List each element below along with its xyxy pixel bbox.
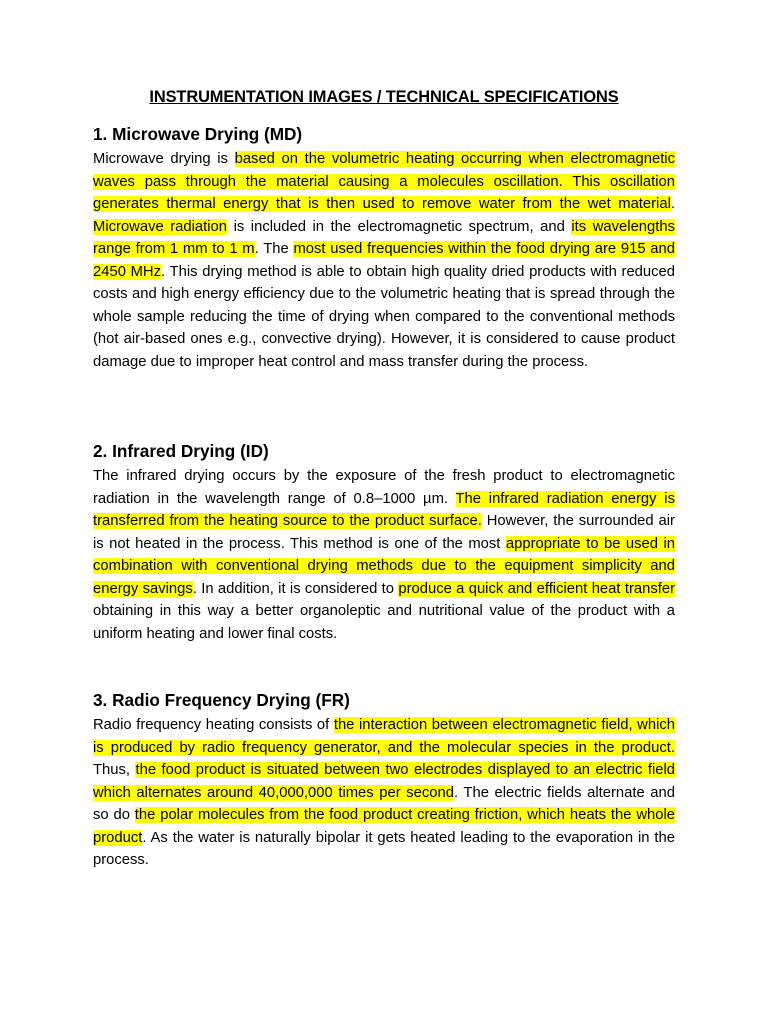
highlighted-text: the food product is situated between two electrodes displayed to an electric field which alternates around 40,000,000 times per second bbox=[93, 762, 675, 801]
highlighted-text: most used frequencies within the food drying are 915 and 2450 MHz bbox=[93, 241, 675, 280]
highlighted-text: appropriate to be used in combination with conventional drying methods due to the equipment simplicity and energy savings bbox=[93, 535, 675, 597]
highlighted-text: the polar molecules from the food product creating friction, which heats the whole product bbox=[93, 807, 675, 846]
text-run: . This drying method is able to obtain high quality dried products with reduced costs and high energy efficiency due to the volumetric heating that is spread through the whole sample reducing the time of drying when compared to the conventional methods (hot air-based ones e.g., convective drying). However, it is considered to cause product damage due to improper heat control and mass transfer during the process. bbox=[93, 263, 675, 370]
text-run: . bbox=[670, 196, 675, 212]
document-title: INSTRUMENTATION IMAGES / TECHNICAL SPECIFICATIONS bbox=[149, 88, 619, 106]
highlighted-text: based on the volumetric heating occurring when electromagnetic waves pass through the material causing a molecules oscillation. This oscillation generates thermal energy that is then used to remove water from the wet material bbox=[93, 151, 675, 212]
text-run: . As the water is naturally bipolar it gets heated leading to the evaporation in the process. bbox=[93, 829, 675, 868]
section-heading-infrared: 2. Infrared Drying (ID) bbox=[93, 441, 269, 461]
highlighted-text: the interaction between electromagnetic field, which is produced by radio frequency generator, and the molecular species in the product. bbox=[93, 717, 675, 756]
text-run: Radio frequency heating consists of bbox=[93, 717, 334, 733]
section-paragraph-infrared bbox=[93, 465, 675, 645]
highlighted-text: its wavelengths range from 1 mm to 1 m bbox=[93, 218, 675, 257]
text-run: Microwave drying is bbox=[93, 151, 235, 167]
text-run: . In addition, it is considered to bbox=[192, 580, 399, 597]
text-run: . The bbox=[254, 241, 294, 257]
text-run: The infrared drying occurs by the exposure of the fresh product to electromagnetic radiation in the wavelength range of 0.8–1000 µm. bbox=[93, 468, 675, 507]
section-paragraph-microwave bbox=[93, 148, 675, 373]
section-paragraph-radio-frequency bbox=[93, 714, 675, 872]
section-heading-radio-frequency: 3. Radio Frequency Drying (FR) bbox=[93, 690, 350, 710]
section-heading-microwave: 1. Microwave Drying (MD) bbox=[93, 124, 303, 144]
text-run: Thus, bbox=[93, 762, 136, 778]
text-run: . The electric fields alternate and so do bbox=[93, 784, 675, 823]
text-run: is included in the electromagnetic spectrum, and bbox=[227, 218, 572, 235]
highlighted-text: Microwave radiation bbox=[93, 218, 228, 235]
text-run: However, the surrounded air is not heated in the process. This method is one of the most bbox=[93, 513, 675, 552]
text-run: obtaining in this way a better organoleptic and nutritional value of the product with a uniform heating and lower final costs. bbox=[93, 603, 675, 642]
highlighted-text: The infrared radiation energy is transferred from the heating source to the product surface. bbox=[93, 490, 675, 529]
highlighted-text: produce a quick and efficient heat transfer bbox=[398, 580, 675, 597]
